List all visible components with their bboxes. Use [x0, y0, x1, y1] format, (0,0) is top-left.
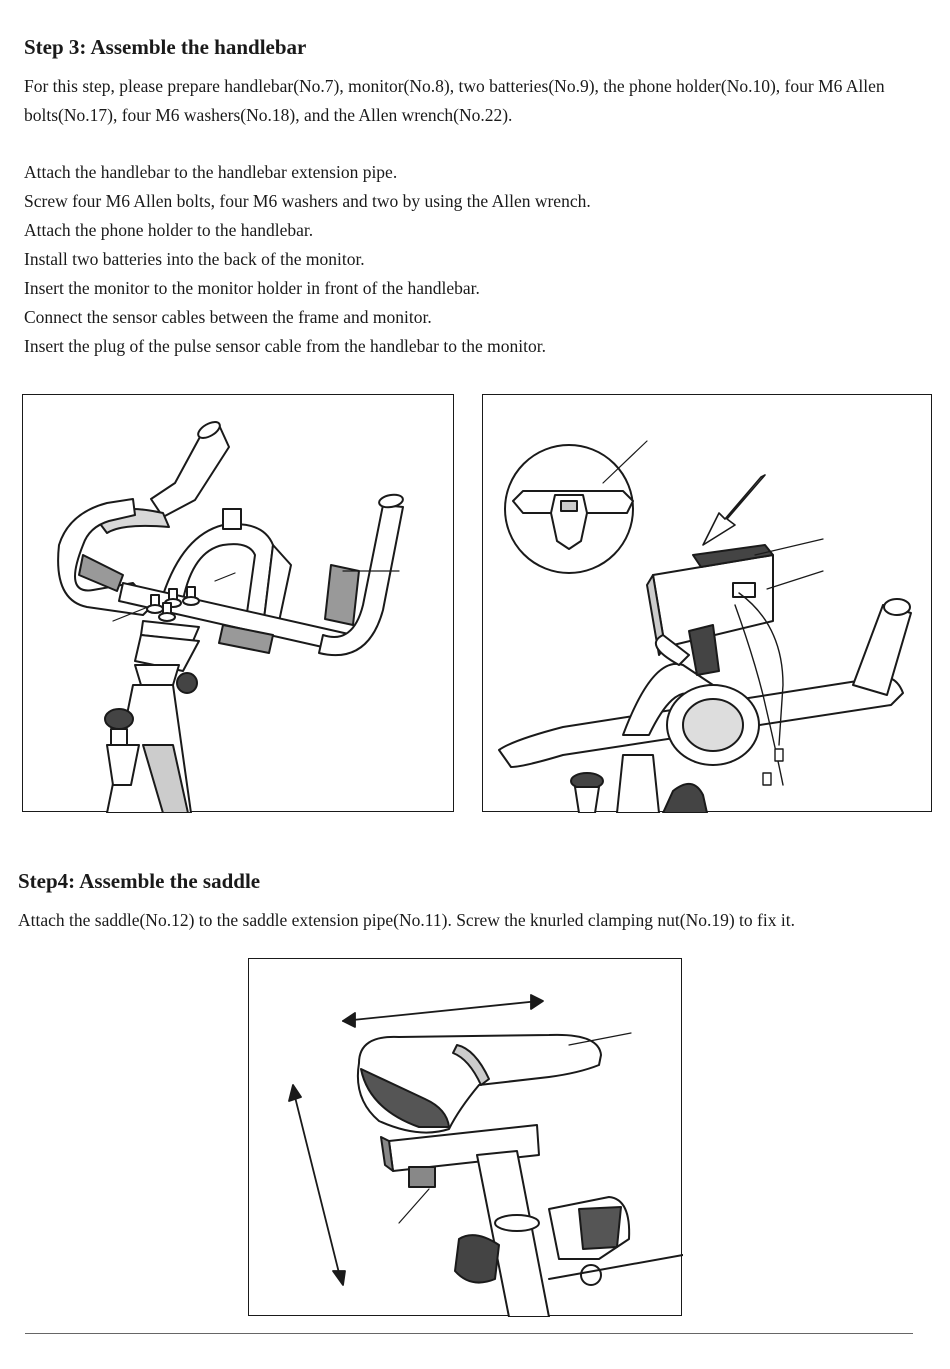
step3-instruction-list	[24, 158, 591, 361]
instruction-item: Connect the sensor cables between the frame and monitor.	[24, 307, 432, 327]
insert-arrow-icon	[703, 475, 765, 545]
vertical-adjust-arrow-icon	[289, 1085, 345, 1285]
monitor-attach-figure	[482, 394, 932, 812]
instruction-item: Attach the phone holder to the handlebar.	[24, 220, 314, 240]
saddle-illustration	[358, 1035, 683, 1317]
instruction-item: Insert the monitor to the monitor holder in front of the handlebar.	[24, 278, 480, 298]
instruction-item: Install two batteries into the back of the monitor.	[24, 249, 365, 269]
saddle-figure	[248, 958, 682, 1316]
handlebar-with-monitor	[499, 545, 911, 813]
instruction-item: Attach the handlebar to the handlebar extension pipe.	[24, 162, 398, 182]
phone-holder-inset	[505, 445, 633, 573]
instruction-item: Insert the plug of the pulse sensor cable from the handlebar to the monitor.	[24, 336, 546, 356]
handlebar-illustration	[58, 419, 404, 813]
horizontal-adjust-arrow-icon	[343, 995, 543, 1027]
handlebar-attach-figure	[22, 394, 454, 812]
instruction-item: Screw four M6 Allen bolts, four M6 washers and two by using the Allen wrench.	[24, 191, 591, 211]
step3-title: Step 3: Assemble the handlebar	[24, 35, 307, 59]
step4-title: Step4: Assemble the saddle	[18, 869, 261, 893]
step3-intro: For this step, please prepare handlebar(No.7), monitor(No.8), two batteries(No.9), the phone holder(No.10), four M6 Allen bolts(No.17), four M6 washers(No.18), and the Allen wrench(No.22).	[24, 76, 885, 125]
page-divider	[25, 1333, 913, 1334]
step4-intro: Attach the saddle(No.12) to the saddle extension pipe(No.11). Screw the knurled clamping nut(No.19) to fix it.	[18, 910, 795, 930]
